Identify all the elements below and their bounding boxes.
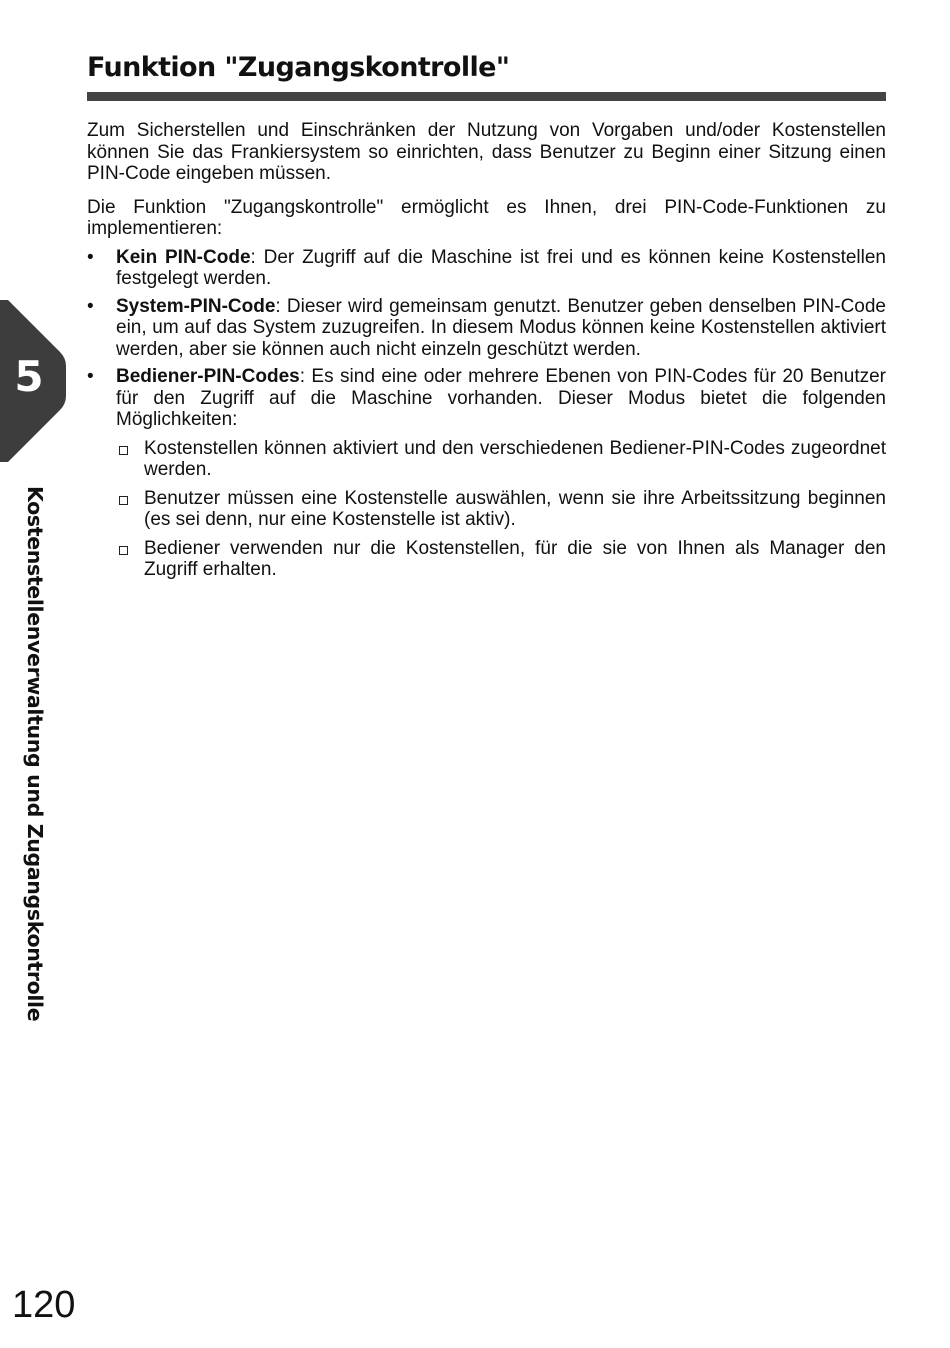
title-rule [87,92,886,101]
sub-list [116,438,886,581]
checkbox-bullet-icon [119,496,128,505]
list-item-text: : Der Zugriff auf die Maschine ist frei und es können keine Kostenstellen festgelegt werden. [116,246,886,289]
chapter-tab [0,300,66,462]
intro-paragraph-2: Die Funktion "Zugangskontrolle" ermöglicht es Ihnen, drei PIN-Code-Funktionen zu implementieren: [87,196,886,239]
bullet-icon: • [87,366,94,387]
page-number: 120 [12,1284,76,1326]
sub-list-item-text: Bediener verwenden nur die Kostenstellen, für die sie von Ihnen als Manager den Zugriff erhalten. [144,537,886,580]
checkbox-bullet-icon [119,446,128,455]
list-item [87,247,886,290]
list-item-term: Kein PIN-Code [116,246,251,268]
list-item [87,296,886,361]
bullet-icon: • [87,246,94,268]
body-content [87,120,886,588]
sub-list-item [116,538,886,581]
list-item-term: Bediener-PIN-Codes [116,366,300,387]
intro-paragraph: Zum Sicherstellen und Einschränken der Nutzung von Vorgaben und/oder Kostenstellen können Sie das Frankiersystem so einrichten, dass Benutzer zu Beginn einer Sitzung einen PIN-Code eingeben müssen. [87,120,886,184]
bullet-icon: • [87,295,94,317]
pin-mode-list [87,247,886,581]
list-item [87,366,886,581]
page-title: Funktion "Zugangskontrolle" [87,52,510,83]
sub-list-item [116,488,886,531]
checkbox-bullet-icon [119,546,128,555]
list-item-term: System-PIN-Code [116,295,276,317]
chapter-title-vertical: Kostenstellenverwaltung und Zugangskontrolle [23,486,47,1022]
list-item-text: : Es sind eine oder mehrere Ebenen von PIN-Codes für 20 Benutzer für den Zugriff auf die Maschine vorhanden. Dieser Modus bietet die folgenden Möglichkeiten: [116,366,886,430]
sub-list-item-text: Kostenstellen können aktiviert und den verschiedenen Bediener-PIN-Codes zugeordnet werden. [144,437,886,480]
chapter-number: 5 [14,352,44,401]
sub-list-item [116,438,886,481]
sub-list-item-text: Benutzer müssen eine Kostenstelle auswählen, wenn sie ihre Arbeitssitzung beginnen (es sei denn, nur eine Kostenstelle ist aktiv). [144,487,886,530]
list-item-text: : Dieser wird gemeinsam genutzt. Benutzer geben denselben PIN-Code ein, um auf das System zuzugreifen. In diesem Modus können keine Kostenstellen aktiviert werden, aber sie können auch nicht einzeln geschützt werden. [116,295,886,360]
